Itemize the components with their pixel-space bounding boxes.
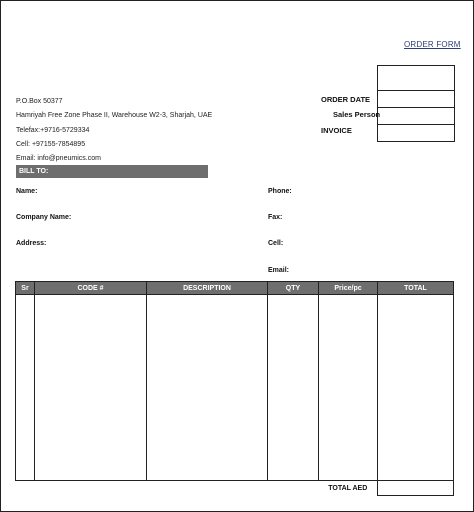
table-row [16, 345, 454, 362]
table-row [16, 429, 454, 446]
cell-code[interactable] [35, 295, 147, 312]
sales-person-field[interactable] [377, 108, 455, 125]
cell-qty[interactable] [268, 429, 319, 446]
cell-sr[interactable] [16, 329, 35, 346]
cell-total[interactable] [378, 345, 454, 362]
table-row [16, 379, 454, 396]
cell-qty[interactable] [268, 312, 319, 329]
cell-sr[interactable] [16, 362, 35, 379]
cell-price[interactable] [319, 312, 378, 329]
cell-description[interactable] [147, 295, 268, 312]
cell-qty[interactable] [268, 345, 319, 362]
header-code: CODE # [35, 282, 147, 295]
cell-total[interactable] [378, 329, 454, 346]
email-label: Email: [268, 267, 290, 274]
cell-price[interactable] [319, 295, 378, 312]
cell-price[interactable] [319, 329, 378, 346]
order-meta-boxes [377, 65, 455, 142]
table-row [16, 312, 454, 329]
cell-total[interactable] [378, 446, 454, 463]
cell-code[interactable] [35, 379, 147, 396]
bill-to-heading: BILL TO: [16, 165, 208, 178]
cell-description[interactable] [147, 413, 268, 430]
cell-qty[interactable] [268, 396, 319, 413]
cell-sr[interactable] [16, 295, 35, 312]
cell-price[interactable] [319, 379, 378, 396]
cell-code[interactable] [35, 312, 147, 329]
cell-code[interactable] [35, 463, 147, 480]
cell-sr[interactable] [16, 396, 35, 413]
company-telefax: Telefax:+9716-5729334 [16, 126, 90, 134]
cell-price[interactable] [319, 429, 378, 446]
company-name-label: Company Name: [16, 214, 72, 221]
cell-qty[interactable] [268, 379, 319, 396]
cell-code[interactable] [35, 329, 147, 346]
cell-price[interactable] [319, 362, 378, 379]
cell-price[interactable] [319, 345, 378, 362]
header-description: DESCRIPTION [147, 282, 268, 295]
cell-price[interactable] [319, 396, 378, 413]
cell-code[interactable] [35, 396, 147, 413]
order-date-label: ORDER DATE [321, 95, 371, 104]
cell-code[interactable] [35, 429, 147, 446]
cell-description[interactable] [147, 463, 268, 480]
total-aed-label: TOTAL AED [328, 484, 368, 492]
cell-sr[interactable] [16, 429, 35, 446]
cell-qty[interactable] [268, 329, 319, 346]
total-row [16, 480, 454, 495]
cell-sr[interactable] [16, 463, 35, 480]
cell-description[interactable] [147, 362, 268, 379]
phone-label: Phone: [268, 188, 292, 195]
company-po-box: P.O.Box 50377 [16, 98, 63, 105]
cell-total[interactable] [378, 362, 454, 379]
cell-description[interactable] [147, 345, 268, 362]
name-label: Name: [16, 188, 38, 195]
cell-price[interactable] [319, 413, 378, 430]
cell-code[interactable] [35, 446, 147, 463]
cell-total[interactable] [378, 379, 454, 396]
cell-code[interactable] [35, 362, 147, 379]
invoice-label: INVOICE [321, 126, 352, 135]
cell-description[interactable] [147, 312, 268, 329]
cell-total[interactable] [378, 429, 454, 446]
header-price: Price/pc [319, 282, 378, 295]
order-date-field[interactable] [377, 91, 455, 108]
table-row [16, 446, 454, 463]
cell-description[interactable] [147, 396, 268, 413]
cell-total[interactable] [378, 295, 454, 312]
cell-sr[interactable] [16, 345, 35, 362]
cell-qty[interactable] [268, 446, 319, 463]
table-row [16, 396, 454, 413]
cell-description[interactable] [147, 379, 268, 396]
table-row [16, 362, 454, 379]
header-total: TOTAL [378, 282, 454, 295]
company-info [16, 95, 212, 166]
cell-description[interactable] [147, 446, 268, 463]
cell-description[interactable] [147, 429, 268, 446]
table-row [16, 413, 454, 430]
cell-total[interactable] [378, 463, 454, 480]
cell-price[interactable] [319, 463, 378, 480]
company-cell: Cell: +97155-7854895 [16, 140, 86, 148]
meta-box-top[interactable] [377, 65, 455, 91]
table-header-row [16, 282, 454, 295]
sales-person-label: Sales Person [333, 110, 381, 119]
address-label: Address: [16, 240, 47, 247]
cell-description[interactable] [147, 329, 268, 346]
table-row [16, 329, 454, 346]
cell-sr[interactable] [16, 413, 35, 430]
cell-sr[interactable] [16, 446, 35, 463]
company-address: Hamriyah Free Zone Phase II, Warehouse W2-3, Sharjah, UAE [16, 112, 213, 120]
cell-code[interactable] [35, 345, 147, 362]
cell-sr[interactable] [16, 312, 35, 329]
cell-sr[interactable] [16, 379, 35, 396]
cell-qty[interactable] [268, 362, 319, 379]
company-email: Email: info@pneumics.com [16, 155, 101, 163]
items-table [15, 281, 454, 496]
order-form-title[interactable]: ORDER FORM [404, 40, 461, 49]
table-row [16, 295, 454, 312]
cell-code[interactable] [35, 413, 147, 430]
cell-total[interactable] [378, 312, 454, 329]
cell-qty[interactable] [268, 413, 319, 430]
header-sr: Sr [16, 282, 35, 295]
cell-qty[interactable] [268, 295, 319, 312]
header-qty: QTY [268, 282, 319, 295]
cell-label: Cell: [268, 240, 284, 247]
table-row [16, 463, 454, 480]
invoice-field[interactable] [377, 125, 455, 142]
cell-total[interactable] [378, 413, 454, 430]
cell-price[interactable] [319, 446, 378, 463]
cell-qty[interactable] [268, 463, 319, 480]
total-aed-value[interactable] [378, 480, 454, 495]
fax-label: Fax: [268, 214, 283, 221]
cell-total[interactable] [378, 396, 454, 413]
